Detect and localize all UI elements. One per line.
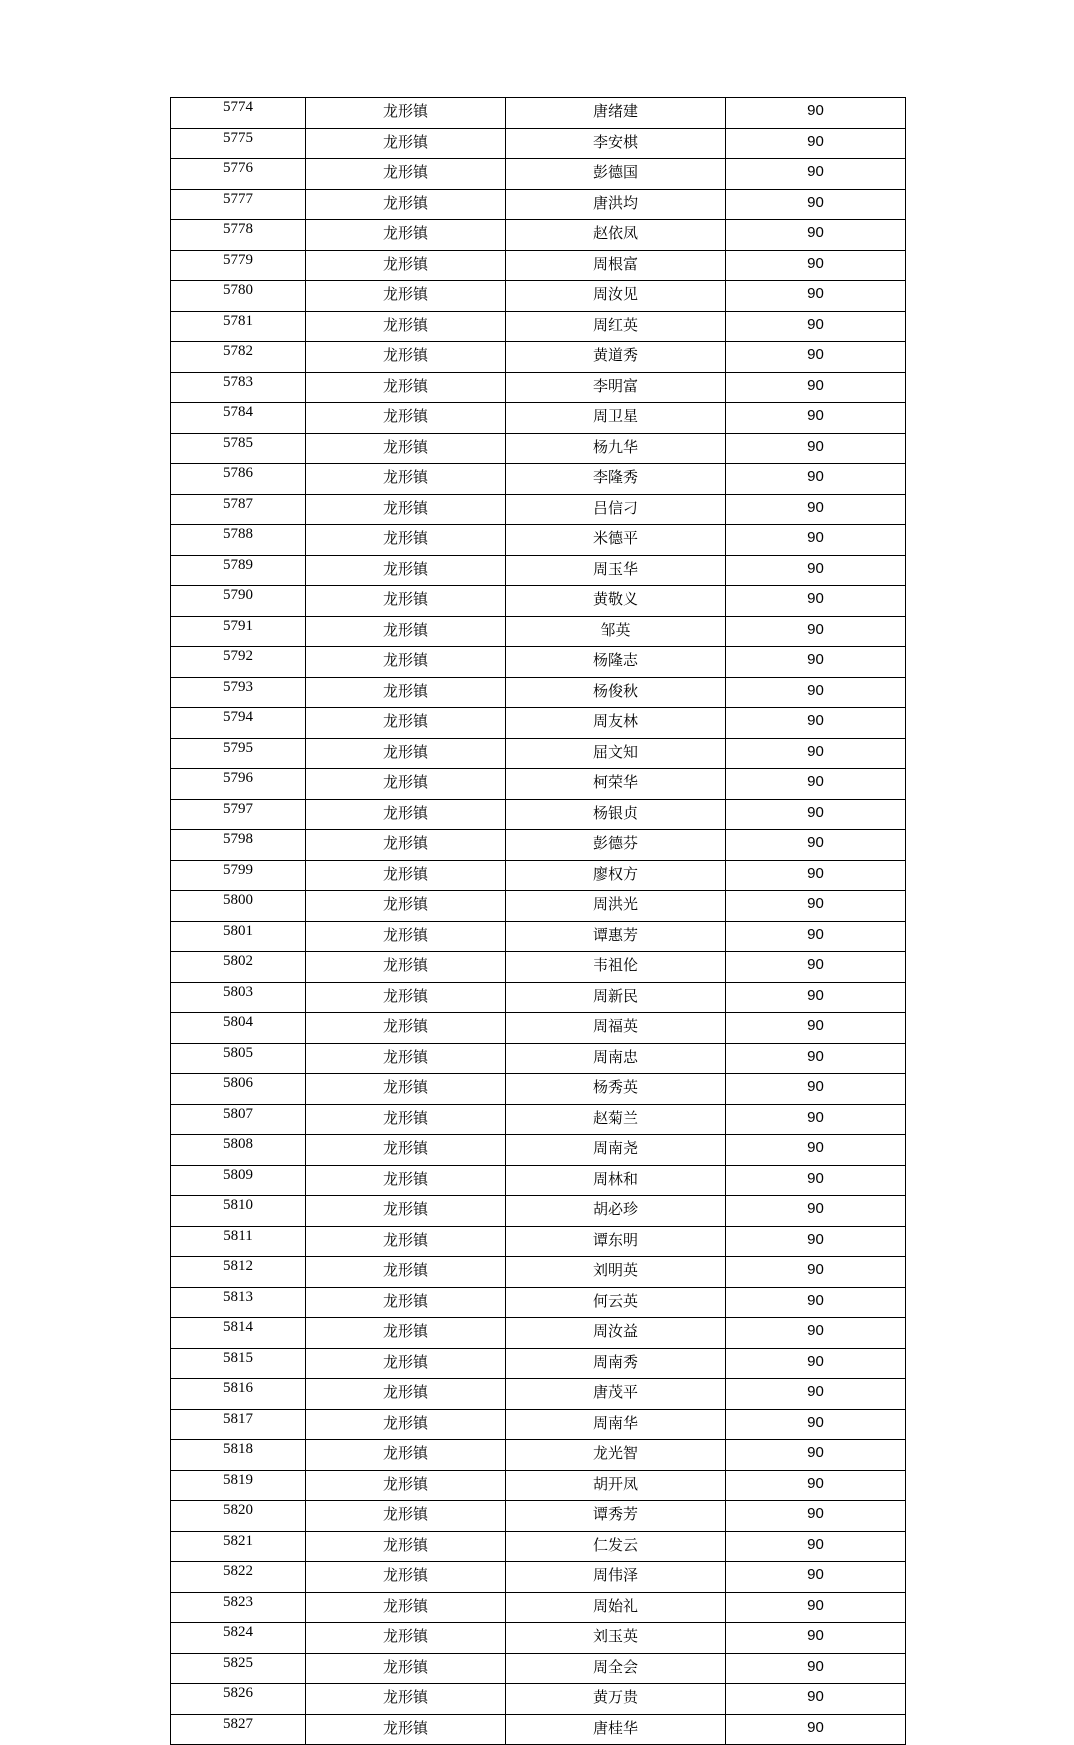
cell-amount: 90 [726, 921, 906, 952]
cell-number: 5819 [171, 1470, 306, 1501]
cell-number: 5821 [171, 1531, 306, 1562]
table-row [171, 98, 906, 129]
table-row [171, 891, 906, 922]
cell-town: 龙形镇 [306, 1348, 506, 1379]
cell-town: 龙形镇 [306, 403, 506, 434]
cell-town: 龙形镇 [306, 1653, 506, 1684]
cell-amount: 90 [726, 1501, 906, 1532]
cell-amount: 90 [726, 372, 906, 403]
cell-town: 龙形镇 [306, 525, 506, 556]
cell-town: 龙形镇 [306, 952, 506, 983]
cell-amount: 90 [726, 708, 906, 739]
cell-name: 仁发云 [506, 1531, 726, 1562]
cell-amount: 90 [726, 311, 906, 342]
cell-name: 柯荣华 [506, 769, 726, 800]
cell-town: 龙形镇 [306, 494, 506, 525]
cell-amount: 90 [726, 220, 906, 251]
table-row [171, 830, 906, 861]
table-row [171, 281, 906, 312]
cell-amount: 90 [726, 1531, 906, 1562]
cell-amount: 90 [726, 891, 906, 922]
cell-town: 龙形镇 [306, 586, 506, 617]
cell-town: 龙形镇 [306, 311, 506, 342]
cell-number: 5780 [171, 281, 306, 312]
cell-name: 彭德国 [506, 159, 726, 190]
cell-name: 周新民 [506, 982, 726, 1013]
cell-number: 5827 [171, 1714, 306, 1745]
cell-number: 5813 [171, 1287, 306, 1318]
cell-number: 5804 [171, 1013, 306, 1044]
cell-town: 龙形镇 [306, 1318, 506, 1349]
table-row [171, 1409, 906, 1440]
table-row [171, 738, 906, 769]
table-row [171, 586, 906, 617]
table-row [171, 1287, 906, 1318]
cell-amount: 90 [726, 1379, 906, 1410]
cell-town: 龙形镇 [306, 1440, 506, 1471]
cell-name: 韦祖伦 [506, 952, 726, 983]
cell-amount: 90 [726, 860, 906, 891]
table-row [171, 1379, 906, 1410]
cell-number: 5817 [171, 1409, 306, 1440]
cell-amount: 90 [726, 586, 906, 617]
cell-number: 5806 [171, 1074, 306, 1105]
cell-name: 廖权方 [506, 860, 726, 891]
cell-name: 谭东明 [506, 1226, 726, 1257]
cell-town: 龙形镇 [306, 342, 506, 373]
table-row [171, 1623, 906, 1654]
cell-number: 5787 [171, 494, 306, 525]
table-row [171, 952, 906, 983]
cell-number: 5785 [171, 433, 306, 464]
cell-name: 唐茂平 [506, 1379, 726, 1410]
table-row [171, 1013, 906, 1044]
table-row [171, 1592, 906, 1623]
cell-town: 龙形镇 [306, 1562, 506, 1593]
cell-town: 龙形镇 [306, 1013, 506, 1044]
cell-number: 5788 [171, 525, 306, 556]
cell-amount: 90 [726, 677, 906, 708]
table-row [171, 128, 906, 159]
table-row [171, 1714, 906, 1745]
cell-amount: 90 [726, 403, 906, 434]
cell-name: 米德平 [506, 525, 726, 556]
cell-number: 5774 [171, 98, 306, 129]
cell-name: 何云英 [506, 1287, 726, 1318]
cell-amount: 90 [726, 1287, 906, 1318]
table-row [171, 1226, 906, 1257]
cell-name: 刘明英 [506, 1257, 726, 1288]
cell-amount: 90 [726, 494, 906, 525]
cell-name: 周洪光 [506, 891, 726, 922]
cell-town: 龙形镇 [306, 220, 506, 251]
cell-number: 5826 [171, 1684, 306, 1715]
table-row [171, 1196, 906, 1227]
cell-name: 杨九华 [506, 433, 726, 464]
table-row [171, 1318, 906, 1349]
cell-town: 龙形镇 [306, 250, 506, 281]
cell-town: 龙形镇 [306, 372, 506, 403]
cell-town: 龙形镇 [306, 1501, 506, 1532]
table-row [171, 220, 906, 251]
table-row [171, 1257, 906, 1288]
table-row [171, 921, 906, 952]
cell-town: 龙形镇 [306, 830, 506, 861]
table-row [171, 860, 906, 891]
cell-town: 龙形镇 [306, 1043, 506, 1074]
cell-town: 龙形镇 [306, 1592, 506, 1623]
cell-name: 李明富 [506, 372, 726, 403]
cell-town: 龙形镇 [306, 1226, 506, 1257]
table-row [171, 494, 906, 525]
cell-town: 龙形镇 [306, 189, 506, 220]
cell-amount: 90 [726, 1226, 906, 1257]
cell-amount: 90 [726, 982, 906, 1013]
cell-name: 杨秀英 [506, 1074, 726, 1105]
cell-name: 刘玉英 [506, 1623, 726, 1654]
cell-number: 5824 [171, 1623, 306, 1654]
cell-name: 胡必珍 [506, 1196, 726, 1227]
cell-amount: 90 [726, 525, 906, 556]
cell-town: 龙形镇 [306, 982, 506, 1013]
cell-number: 5795 [171, 738, 306, 769]
table-row [171, 616, 906, 647]
table-row [171, 1531, 906, 1562]
cell-town: 龙形镇 [306, 738, 506, 769]
cell-amount: 90 [726, 769, 906, 800]
cell-amount: 90 [726, 1043, 906, 1074]
cell-number: 5803 [171, 982, 306, 1013]
cell-name: 周南忠 [506, 1043, 726, 1074]
table-row [171, 311, 906, 342]
cell-number: 5818 [171, 1440, 306, 1471]
cell-number: 5807 [171, 1104, 306, 1135]
table-row [171, 1684, 906, 1715]
cell-town: 龙形镇 [306, 616, 506, 647]
cell-number: 5825 [171, 1653, 306, 1684]
cell-amount: 90 [726, 1348, 906, 1379]
table-row [171, 1074, 906, 1105]
table-row [171, 677, 906, 708]
cell-number: 5794 [171, 708, 306, 739]
cell-amount: 90 [726, 433, 906, 464]
cell-name: 唐绪建 [506, 98, 726, 129]
cell-name: 周根富 [506, 250, 726, 281]
cell-name: 周汝见 [506, 281, 726, 312]
cell-town: 龙形镇 [306, 677, 506, 708]
cell-town: 龙形镇 [306, 1287, 506, 1318]
cell-name: 谭惠芳 [506, 921, 726, 952]
cell-number: 5783 [171, 372, 306, 403]
cell-amount: 90 [726, 1562, 906, 1593]
cell-amount: 90 [726, 128, 906, 159]
table-row [171, 433, 906, 464]
cell-amount: 90 [726, 464, 906, 495]
cell-town: 龙形镇 [306, 860, 506, 891]
cell-amount: 90 [726, 1074, 906, 1105]
cell-name: 唐洪均 [506, 189, 726, 220]
cell-name: 唐桂华 [506, 1714, 726, 1745]
table-row [171, 647, 906, 678]
cell-amount: 90 [726, 647, 906, 678]
cell-number: 5786 [171, 464, 306, 495]
cell-number: 5790 [171, 586, 306, 617]
cell-number: 5815 [171, 1348, 306, 1379]
cell-amount: 90 [726, 1714, 906, 1745]
cell-town: 龙形镇 [306, 1623, 506, 1654]
cell-number: 5823 [171, 1592, 306, 1623]
table-row [171, 250, 906, 281]
cell-name: 周南秀 [506, 1348, 726, 1379]
table-row [171, 1653, 906, 1684]
cell-number: 5805 [171, 1043, 306, 1074]
cell-number: 5793 [171, 677, 306, 708]
roster-table [170, 97, 906, 1745]
cell-name: 周伟泽 [506, 1562, 726, 1593]
cell-amount: 90 [726, 952, 906, 983]
cell-name: 周玉华 [506, 555, 726, 586]
cell-amount: 90 [726, 555, 906, 586]
table-row [171, 1104, 906, 1135]
cell-number: 5792 [171, 647, 306, 678]
cell-number: 5810 [171, 1196, 306, 1227]
table-row [171, 1165, 906, 1196]
cell-number: 5775 [171, 128, 306, 159]
cell-amount: 90 [726, 1135, 906, 1166]
cell-number: 5779 [171, 250, 306, 281]
cell-amount: 90 [726, 799, 906, 830]
cell-town: 龙形镇 [306, 1165, 506, 1196]
cell-number: 5822 [171, 1562, 306, 1593]
table-row [171, 372, 906, 403]
cell-town: 龙形镇 [306, 1409, 506, 1440]
cell-amount: 90 [726, 1592, 906, 1623]
cell-name: 黄万贵 [506, 1684, 726, 1715]
cell-name: 周友林 [506, 708, 726, 739]
cell-name: 周始礼 [506, 1592, 726, 1623]
table-row [171, 1135, 906, 1166]
table-row [171, 403, 906, 434]
cell-town: 龙形镇 [306, 1074, 506, 1105]
cell-number: 5789 [171, 555, 306, 586]
cell-number: 5782 [171, 342, 306, 373]
cell-town: 龙形镇 [306, 769, 506, 800]
cell-name: 谭秀芳 [506, 1501, 726, 1532]
cell-town: 龙形镇 [306, 647, 506, 678]
table-row [171, 708, 906, 739]
cell-town: 龙形镇 [306, 1714, 506, 1745]
cell-town: 龙形镇 [306, 1135, 506, 1166]
cell-amount: 90 [726, 159, 906, 190]
roster-body [171, 98, 906, 1745]
cell-amount: 90 [726, 1684, 906, 1715]
cell-number: 5777 [171, 189, 306, 220]
cell-town: 龙形镇 [306, 98, 506, 129]
cell-number: 5820 [171, 1501, 306, 1532]
cell-amount: 90 [726, 250, 906, 281]
cell-name: 邹英 [506, 616, 726, 647]
cell-amount: 90 [726, 830, 906, 861]
cell-amount: 90 [726, 1196, 906, 1227]
cell-amount: 90 [726, 1104, 906, 1135]
cell-amount: 90 [726, 738, 906, 769]
cell-number: 5800 [171, 891, 306, 922]
cell-number: 5811 [171, 1226, 306, 1257]
cell-town: 龙形镇 [306, 159, 506, 190]
cell-number: 5791 [171, 616, 306, 647]
cell-number: 5802 [171, 952, 306, 983]
cell-name: 杨银贞 [506, 799, 726, 830]
table-row [171, 982, 906, 1013]
cell-town: 龙形镇 [306, 1470, 506, 1501]
cell-number: 5808 [171, 1135, 306, 1166]
cell-name: 周卫星 [506, 403, 726, 434]
table-row [171, 159, 906, 190]
cell-name: 周南华 [506, 1409, 726, 1440]
cell-town: 龙形镇 [306, 891, 506, 922]
cell-number: 5799 [171, 860, 306, 891]
cell-name: 周汝益 [506, 1318, 726, 1349]
cell-number: 5776 [171, 159, 306, 190]
cell-number: 5801 [171, 921, 306, 952]
cell-amount: 90 [726, 616, 906, 647]
cell-name: 周林和 [506, 1165, 726, 1196]
cell-name: 吕信刁 [506, 494, 726, 525]
cell-amount: 90 [726, 1013, 906, 1044]
cell-amount: 90 [726, 1409, 906, 1440]
cell-name: 黄道秀 [506, 342, 726, 373]
cell-amount: 90 [726, 1623, 906, 1654]
cell-name: 杨隆志 [506, 647, 726, 678]
cell-town: 龙形镇 [306, 1196, 506, 1227]
cell-name: 屈文知 [506, 738, 726, 769]
cell-name: 周福英 [506, 1013, 726, 1044]
cell-amount: 90 [726, 98, 906, 129]
cell-amount: 90 [726, 1257, 906, 1288]
cell-number: 5778 [171, 220, 306, 251]
cell-name: 杨俊秋 [506, 677, 726, 708]
cell-amount: 90 [726, 189, 906, 220]
table-row [171, 525, 906, 556]
cell-number: 5781 [171, 311, 306, 342]
cell-amount: 90 [726, 1440, 906, 1471]
cell-town: 龙形镇 [306, 464, 506, 495]
cell-name: 龙光智 [506, 1440, 726, 1471]
table-row [171, 1470, 906, 1501]
cell-town: 龙形镇 [306, 921, 506, 952]
table-row [171, 1043, 906, 1074]
cell-town: 龙形镇 [306, 433, 506, 464]
cell-town: 龙形镇 [306, 128, 506, 159]
cell-town: 龙形镇 [306, 281, 506, 312]
cell-amount: 90 [726, 1653, 906, 1684]
cell-amount: 90 [726, 1318, 906, 1349]
cell-town: 龙形镇 [306, 1257, 506, 1288]
cell-number: 5809 [171, 1165, 306, 1196]
cell-number: 5784 [171, 403, 306, 434]
cell-name: 胡开凤 [506, 1470, 726, 1501]
cell-name: 周全会 [506, 1653, 726, 1684]
cell-town: 龙形镇 [306, 1531, 506, 1562]
cell-amount: 90 [726, 1165, 906, 1196]
cell-town: 龙形镇 [306, 1684, 506, 1715]
cell-name: 黄敬义 [506, 586, 726, 617]
cell-name: 周红英 [506, 311, 726, 342]
cell-town: 龙形镇 [306, 555, 506, 586]
cell-town: 龙形镇 [306, 1104, 506, 1135]
cell-number: 5812 [171, 1257, 306, 1288]
cell-number: 5814 [171, 1318, 306, 1349]
cell-name: 李安棋 [506, 128, 726, 159]
cell-town: 龙形镇 [306, 708, 506, 739]
table-row [171, 1501, 906, 1532]
table-row [171, 189, 906, 220]
table-row [171, 1348, 906, 1379]
cell-number: 5796 [171, 769, 306, 800]
cell-amount: 90 [726, 281, 906, 312]
table-row [171, 464, 906, 495]
table-row [171, 799, 906, 830]
cell-name: 彭德芬 [506, 830, 726, 861]
table-row [171, 555, 906, 586]
cell-amount: 90 [726, 342, 906, 373]
cell-number: 5798 [171, 830, 306, 861]
cell-number: 5797 [171, 799, 306, 830]
table-row [171, 1562, 906, 1593]
table-row [171, 1440, 906, 1471]
cell-town: 龙形镇 [306, 1379, 506, 1410]
table-row [171, 769, 906, 800]
cell-name: 周南尧 [506, 1135, 726, 1166]
cell-name: 赵依凤 [506, 220, 726, 251]
cell-amount: 90 [726, 1470, 906, 1501]
cell-name: 李隆秀 [506, 464, 726, 495]
cell-town: 龙形镇 [306, 799, 506, 830]
cell-number: 5816 [171, 1379, 306, 1410]
table-row [171, 342, 906, 373]
cell-name: 赵菊兰 [506, 1104, 726, 1135]
